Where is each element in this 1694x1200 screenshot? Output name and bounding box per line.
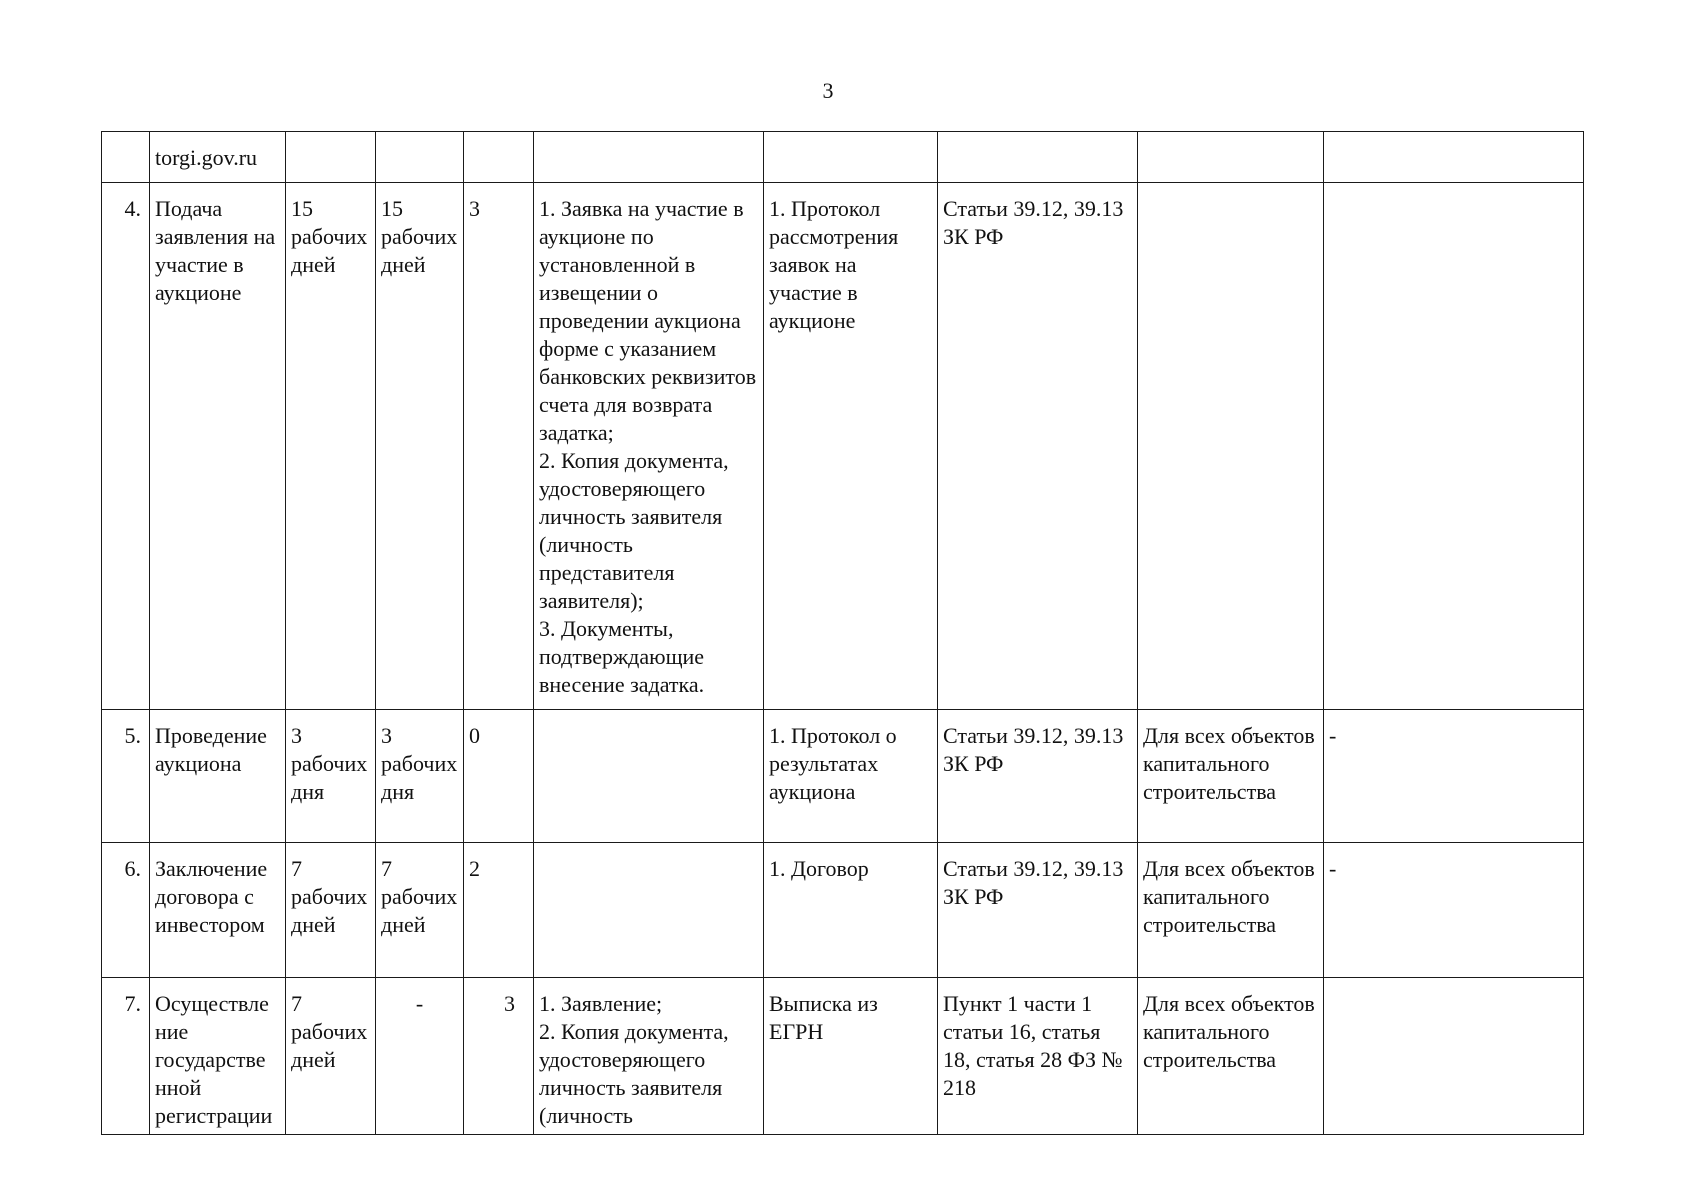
days-cell — [464, 132, 534, 183]
row-number-cell: 5. — [102, 710, 150, 843]
law-item: Статьи 39.12, 39.13 ЗК РФ — [943, 196, 1124, 249]
days-cell: 0 — [464, 710, 534, 843]
objects-item: Для всех объектов капитального строительства — [1143, 723, 1315, 804]
table-row — [102, 710, 1584, 843]
document-item: 2. Копия документа, удостоверяющего личность заявителя (личность представителя заявителя); — [539, 448, 729, 613]
result-item: 1. Протокол рассмотрения заявок на участие в аукционе — [769, 196, 899, 333]
objects-item: Для всех объектов капитального строительства — [1143, 856, 1315, 937]
days-cell: 2 — [464, 843, 534, 978]
procedure-name-cell: Заключение договора с инвестором — [150, 843, 286, 978]
result-cell — [764, 132, 938, 183]
term-cell: - — [376, 978, 464, 1135]
row-number-cell: 6. — [102, 843, 150, 978]
procedure-name-cell: Осуществле ние государстве нной регистрации — [150, 978, 286, 1135]
document-item: 1. Заявка на участие в аукционе по установленной в извещении о проведении аукциона форме с указанием банковских реквизитов счета для возврата задатка; — [539, 196, 757, 445]
documents-cell — [534, 132, 764, 183]
term-cell: 7 рабочих дней — [286, 978, 376, 1135]
result-cell — [764, 183, 938, 710]
extra-cell — [1324, 978, 1584, 1135]
objects-cell — [1138, 843, 1324, 978]
result-cell — [764, 843, 938, 978]
term-cell — [376, 132, 464, 183]
table-row — [102, 978, 1584, 1135]
result-item: Выписка из ЕГРН — [769, 991, 878, 1044]
table-row — [102, 843, 1584, 978]
term-cell: 3 рабочих дня — [286, 710, 376, 843]
table-row — [102, 183, 1584, 710]
law-cell — [938, 843, 1138, 978]
extra-cell — [1324, 132, 1584, 183]
term-cell: 3 рабочих дня — [376, 710, 464, 843]
law-item: Пункт 1 части 1 статьи 16, статья 18, статья 28 ФЗ № 218 — [943, 991, 1123, 1100]
term-cell: 7 рабочих дней — [376, 843, 464, 978]
documents-cell — [534, 710, 764, 843]
days-cell: 3 — [464, 978, 534, 1135]
documents-cell — [534, 978, 764, 1135]
document-item: 1. Заявление; — [539, 991, 663, 1016]
term-cell: 15 рабочих дней — [286, 183, 376, 710]
term-cell: 15 рабочих дней — [376, 183, 464, 710]
days-cell: 3 — [464, 183, 534, 710]
law-cell — [938, 710, 1138, 843]
objects-item: Для всех объектов капитального строительства — [1143, 991, 1315, 1072]
row-number-cell: 4. — [102, 183, 150, 710]
extra-cell — [1324, 183, 1584, 710]
law-cell — [938, 978, 1138, 1135]
law-cell — [938, 132, 1138, 183]
procedure-name-cell: Проведение аукциона — [150, 710, 286, 843]
extra-cell: - — [1324, 710, 1584, 843]
objects-cell — [1138, 183, 1324, 710]
document-item: 3. Документы, подтверждающие внесение задатка. — [539, 616, 705, 697]
extra-cell: - — [1324, 843, 1584, 978]
objects-cell — [1138, 978, 1324, 1135]
objects-cell — [1138, 132, 1324, 183]
law-cell — [938, 183, 1138, 710]
row-number-cell: 7. — [102, 978, 150, 1135]
procedure-name-cell: Подача заявления на участие в аукционе — [150, 183, 286, 710]
documents-cell — [534, 843, 764, 978]
procedure-table — [101, 131, 1584, 1135]
law-item: Статьи 39.12, 39.13 ЗК РФ — [943, 723, 1124, 776]
result-item: 1. Договор — [769, 856, 869, 881]
result-cell — [764, 978, 938, 1135]
documents-cell — [534, 183, 764, 710]
result-item: 1. Протокол о результатах аукциона — [769, 723, 897, 804]
procedure-name-cell: torgi.gov.ru — [150, 132, 286, 183]
result-cell — [764, 710, 938, 843]
row-number-cell — [102, 132, 150, 183]
document-item: 2. Копия документа, удостоверяющего личность заявителя (личность — [539, 1019, 729, 1128]
table-row — [102, 132, 1584, 183]
law-item: Статьи 39.12, 39.13 ЗК РФ — [943, 856, 1124, 909]
page-number: 3 — [822, 78, 834, 103]
term-cell — [286, 132, 376, 183]
objects-cell — [1138, 710, 1324, 843]
term-cell: 7 рабочих дней — [286, 843, 376, 978]
